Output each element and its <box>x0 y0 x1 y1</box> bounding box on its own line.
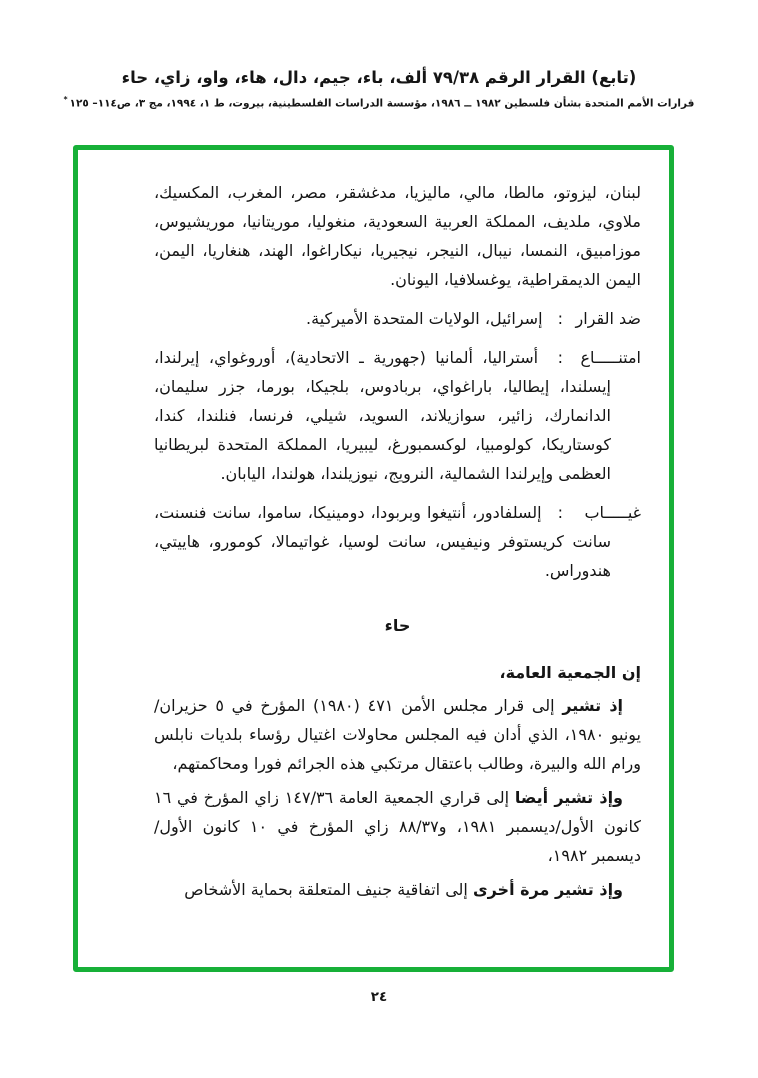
paragraph-text: إلى قرار مجلس الأمن ٤٧١ (١٩٨٠) المؤرخ في ٥ حزيران/يونيو ١٩٨٠، الذي أدان فيه المجلس محاولات اغتيال رؤساء بلديات نابلس ورام الله والبيرة، وطالب باعتقال مرتكبي هذه الجرائم فورا ومحاكمتهم، <box>154 696 641 773</box>
paragraph-lead: إذ تشير <box>562 696 624 715</box>
paragraph-text: إلى قراري الجمعية العامة ١٤٧/٣٦ زاي المؤرخ في ١٦ كانون الأول/ديسمبر ١٩٨١، و٨٨/٣٧ زاي المؤرخ في ١٠ كانون الأول/ديسمبر ١٩٨٢، <box>154 788 641 865</box>
preamble-paragraph-3 <box>154 875 641 904</box>
absent-colon: : <box>557 503 564 522</box>
against-colon: : <box>557 309 563 328</box>
abstain-colon: : <box>557 348 563 367</box>
abstain-label: امتنـــــاع <box>580 348 641 367</box>
section-heading: حاء <box>384 616 411 635</box>
document-body <box>78 150 669 967</box>
against-label: ضد القرار <box>575 309 641 328</box>
absent-label: غيـــــاب <box>584 503 642 522</box>
vote-against-block <box>154 304 641 333</box>
preamble-intro: إن الجمعية العامة، <box>499 663 641 682</box>
preamble-paragraph-1 <box>154 691 641 778</box>
citation-text: قرارات الأمم المتحدة بشأن فلسطين ١٩٨٢ ــ ١٩٨٦، مؤسسة الدراسات الفلسطينية، بيروت، ط ١، ١٩٩٤، مج ٣، ص١١٤– ١٢٥ <box>69 97 695 110</box>
against-text: إسرائيل، الولايات المتحدة الأميركية. <box>306 309 543 328</box>
document-citation <box>0 95 758 110</box>
page-number: ٢٤ <box>370 989 388 1005</box>
document-header <box>0 68 758 110</box>
paragraph-lead: وإذ تشير مرة أخرى <box>472 880 623 899</box>
abstain-text: أستراليا، ألمانيا (جهورية ـ الاتحادية)، أوروغواي، إيرلندا، إيسلندا، إيطاليا، باراغواي، بربادوس، بلجيكا، بورما، جزر سليمان، الدانمارك، زائير، سوازيلاند، السويد، شيلي، فرنسا، فنلندا، كندا، كوستاريكا، كولومبيا، لوكسمبورغ، ليبيريا، المملكة المتحدة لبريطانيا العظمى وإيرلندا الشمالية، النرويج، نيوزيلندا، هولندا، اليابان. <box>154 348 611 483</box>
paragraph-lead: وإذ تشير أيضا <box>514 788 624 807</box>
preamble-paragraph-2 <box>154 783 641 870</box>
vote-absent-block <box>154 498 641 585</box>
absent-text: إلسلفادور، أنتيغوا وبربودا، دومينيكا، ساموا، سانت فنسنت، سانت كريستوفر ونيفيس، سانت لوسيا، غواتيمالا، كومورو، هاييتي، هندوراس. <box>154 503 611 580</box>
vote-abstain-block <box>154 343 641 488</box>
footnote-marker: * <box>63 95 68 104</box>
document-title: (تابع) القرار الرقم ٧٩/٣٨ ألف، باء، جيم، دال، هاء، واو، زاي، حاء <box>121 68 637 87</box>
green-frame <box>73 145 674 972</box>
vote-in-favor-continuation: لبنان، ليزوتو، مالطا، مالي، ماليزيا، مدغشقر، مصر، المغرب، المكسيك، ملاوي، ملديف، المملكة العربية السعودية، منغوليا، موريتانيا، موريشيوس، موزامبيق، النمسا، نيبال، النيجر، نيجيريا، نيكاراغوا، الهند، هنغاريا، اليمن، اليمن الديمقراطية، يوغسلافيا، اليونان. <box>154 183 641 289</box>
paragraph-text: إلى اتفاقية جنيف المتعلقة بحماية الأشخاص <box>184 880 473 899</box>
